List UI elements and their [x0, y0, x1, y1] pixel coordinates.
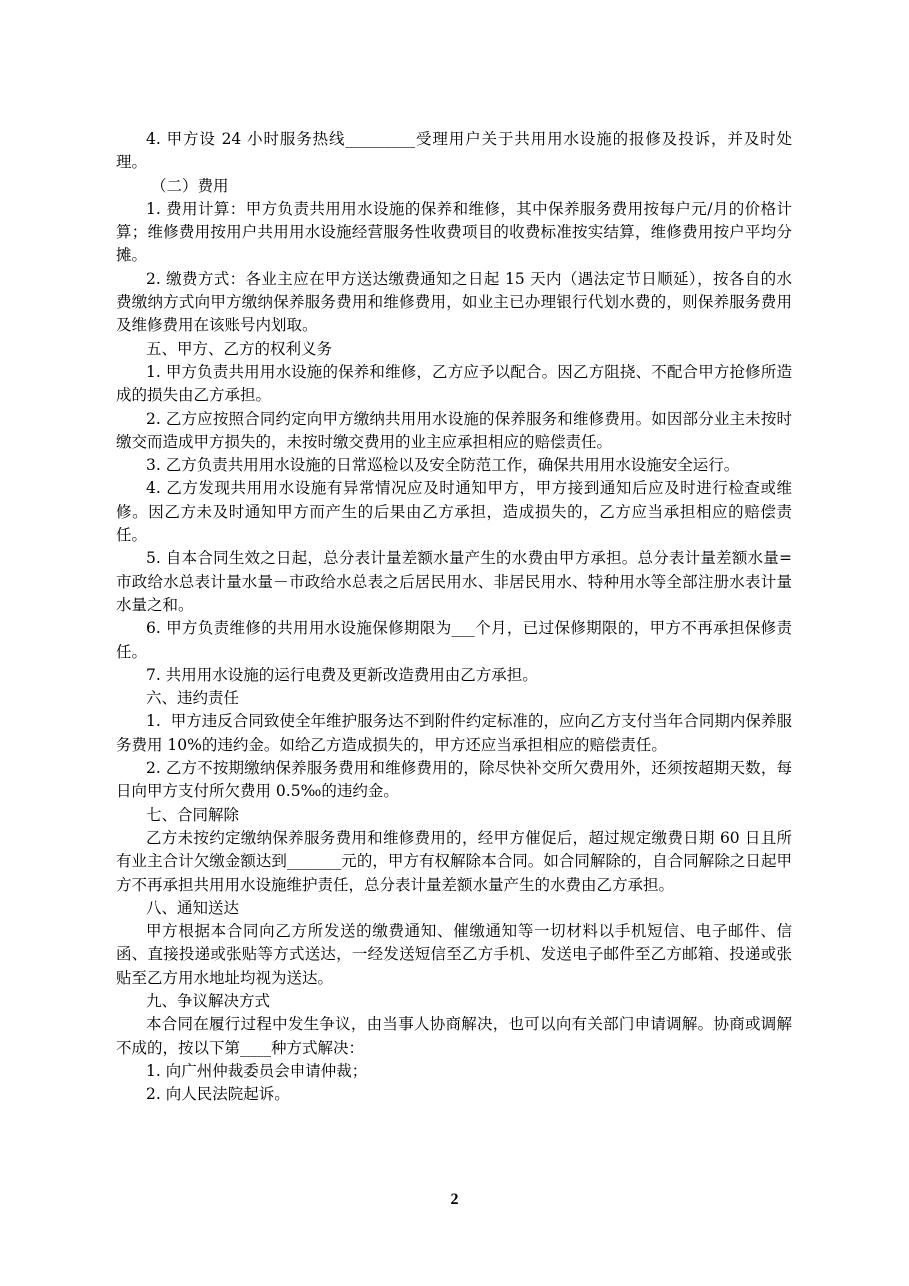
paragraph-fee-calculation: 1. 费用计算：甲方负责共用用水设施的保养和维修，其中保养服务费用按每户元/月的价格计算；维修费用按用户共用用水设施经营服务性收费项目的收费标准按实结算，维修费用按户平均分摊。: [116, 199, 792, 265]
paragraph-obligation-6: 6. 甲方负责维修的共用用水设施保修期限为___个月，已过保修期限的，甲方不再承担保修责任。: [116, 619, 792, 661]
heading-breach-liability: 六、违约责任: [146, 689, 240, 708]
heading-dispute: 九、争议解决方式: [146, 991, 271, 1010]
paragraph-breach-1: 1. 甲方违反合同致使全年维护服务达不到附件约定标准的，应向乙方支付当年合同期内保养服务费用 10%的违约金。如给乙方造成损失的，甲方还应当承担相应的赔偿责任。: [116, 712, 792, 754]
heading-notice: 八、通知送达: [146, 898, 240, 917]
heading-termination: 七、合同解除: [146, 805, 240, 824]
paragraph-notice: 甲方根据本合同向乙方所发送的缴费通知、催缴通知等一切材料以手机短信、电子邮件、信函、直接投递或张贴等方式送达，一经发送短信至乙方手机、发送电子邮件至乙方邮箱、投递或张贴至乙方用水地址均视为送达。: [116, 922, 792, 987]
paragraph-dispute-option-2: 2. 向人民法院起诉。: [146, 1085, 290, 1104]
paragraph-obligation-3: 3. 乙方负责共用用水设施的日常巡检以及安全防范工作，确保共用用水设施安全运行。: [146, 456, 740, 475]
heading-rights-obligations: 五、甲方、乙方的权利义务: [146, 339, 333, 358]
paragraph-obligation-4: 4. 乙方发现共用用水设施有异常情况应及时通知甲方，甲方接到通知后应及时进行检查或维修。因乙方未及时通知甲方而产生的后果由乙方承担，造成损失的，乙方应当承担相应的赔偿责任。: [116, 479, 792, 545]
paragraph-obligation-1: 1. 甲方负责共用用水设施的保养和维修，乙方应予以配合。因乙方阻挠、不配合甲方抢修所造成的损失由乙方承担。: [116, 362, 792, 405]
paragraph-hotline: 4. 甲方设 24 小时服务热线_________受理用户关于共用用水设施的报修及投诉，并及时处理。: [116, 130, 792, 172]
heading-fees: （二）费用: [146, 176, 229, 195]
paragraph-breach-2: 2. 乙方不按期缴纳保养服务费用和维修费用的，除尽快补交所欠费用外，还须按超期天数，每日向甲方支付所欠费用 0.5‰的违约金。: [116, 759, 792, 801]
paragraph-obligation-7: 7. 共用用水设施的运行电费及更新改造费用由乙方承担。: [146, 665, 538, 684]
paragraph-dispute: 本合同在履行过程中发生争议，由当事人协商解决，也可以向有关部门申请调解。协商或调解不成的，按以下第____种方式解决：: [116, 1015, 792, 1057]
document-body: [116, 128, 792, 1106]
paragraph-dispute-option-1: 1. 向广州仲裁委员会申请仲裁；: [146, 1061, 368, 1080]
paragraph-payment-method: 2. 缴费方式：各业主应在甲方送达缴费通知之日起 15 天内（遇法定节日顺延），按各自的水费缴纳方式向甲方缴纳保养服务费用和维修费用，如业主已办理银行代划水费的，则保养服务费用及维修费用在该账号内划取。: [116, 269, 792, 335]
paragraph-termination: 乙方未按约定缴纳保养服务费用和维修费用的，经甲方催促后，超过规定缴费日期 60 日且所有业主合计欠缴金额达到_______元的，甲方有权解除本合同。如合同解除的，自合同解除之日起甲方不再承担共用用水设施维护责任，总分表计量差额水量产生的水费由乙方承担。: [116, 828, 792, 894]
paragraph-obligation-2: 2. 乙方应按照合同约定向甲方缴纳共用用水设施的保养服务和维修费用。如因部分业主未按时缴交而造成甲方损失的，未按时缴交费用的业主应承担相应的赔偿责任。: [116, 409, 792, 451]
page-number: 2: [450, 1191, 459, 1208]
paragraph-obligation-5: 5. 自本合同生效之日起，总分表计量差额水量产生的水费由甲方承担。总分表计量差额水量=市政给水总表计量水量－市政给水总表之后居民用水、非居民用水、特种用水等全部注册水表计量水量之和。: [116, 549, 792, 614]
